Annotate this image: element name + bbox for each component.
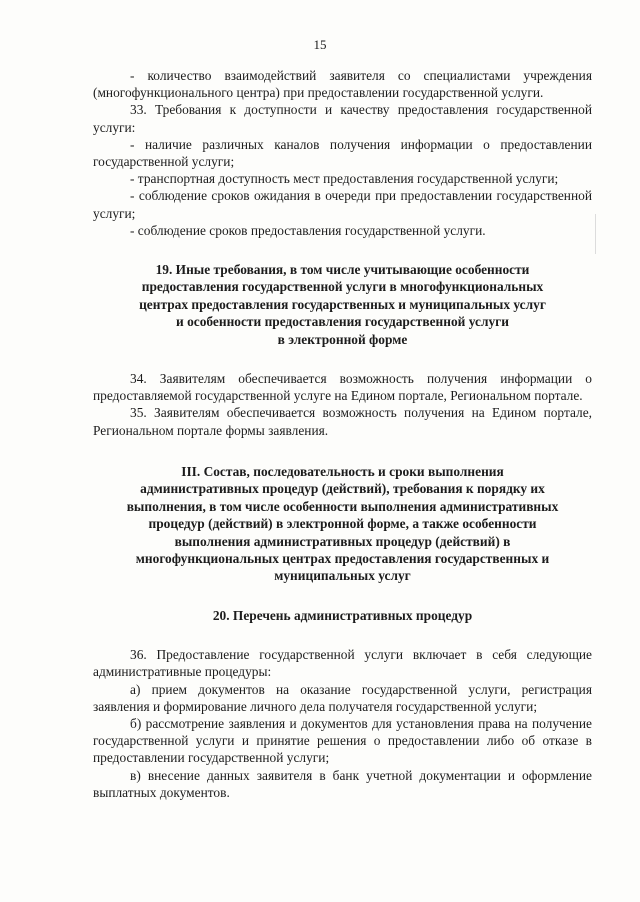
paragraph: а) прием документов на оказание государственной услуги, регистрация заявления и формирование личного дела получателя государственной услуги; — [93, 681, 592, 714]
paragraph: - соблюдение сроков ожидания в очереди при предоставлении государственной услуги; — [93, 188, 592, 221]
section-heading-20 — [93, 607, 592, 624]
chapter-heading-3 — [93, 463, 592, 585]
page-number: 15 — [313, 37, 327, 52]
heading-line: 20. Перечень административных процедур — [212, 607, 473, 623]
paragraph: 35. Заявителям обеспечивается возможность получения на Едином портале, Региональном портале формы заявления. — [93, 405, 592, 438]
paragraph: - количество взаимодействий заявителя со специалистами учреждения (многофункционального центра) при предоставлении государственной услуги. — [93, 68, 592, 101]
scan-artifact-line — [595, 214, 596, 254]
paragraph: б) рассмотрение заявления и документов для установления права на получение государственной услуги и принятие решения о предоставлении либо об отказе в предоставлении государственной услуги; — [93, 715, 592, 766]
heading-line: административных процедур (действий), требования к порядку их — [140, 481, 545, 497]
heading-line: предоставления государственной услуги в многофункциональных — [141, 279, 544, 295]
heading-line: и особенности предоставления государственной услуги — [176, 314, 509, 330]
paragraph: 36. Предоставление государственной услуги включает в себя следующие административные процедуры: — [93, 647, 592, 680]
section-heading-19 — [93, 261, 592, 348]
heading-line: центрах предоставления государственных и муниципальных услуг — [139, 296, 546, 312]
heading-line: 19. Иные требования, в том числе учитывающие особенности — [155, 262, 530, 278]
heading-line: многофункциональных центрах предоставления государственных и — [135, 550, 550, 566]
heading-line: процедур (действий) в электронной форме, а также особенности — [148, 516, 537, 532]
heading-line: выполнения административных процедур (действий) в — [174, 533, 511, 549]
heading-line: III. Состав, последовательность и сроки выполнения — [181, 463, 504, 479]
paragraph: - наличие различных каналов получения информации о предоставлении государственной услуги; — [93, 136, 592, 170]
paragraph: - соблюдение сроков предоставления государственной услуги. — [130, 222, 486, 238]
paragraph: в) внесение данных заявителя в банк учетной документации и оформление выплатных документов. — [93, 767, 592, 800]
heading-line: выполнения, в том числе особенности выполнения административных — [126, 498, 559, 514]
paragraph: 33. Требования к доступности и качеству предоставления государственной услуги: — [93, 102, 592, 135]
paragraph: 34. Заявителям обеспечивается возможность получения информации о предоставляемой государственной услуге на Едином портале, Региональном портале. — [93, 371, 592, 404]
heading-line: в электронной форме — [277, 331, 408, 347]
heading-line: муниципальных услуг — [274, 568, 411, 584]
page-content — [93, 67, 592, 801]
paragraph: - транспортная доступность мест предоставления государственной услуги; — [130, 171, 559, 187]
